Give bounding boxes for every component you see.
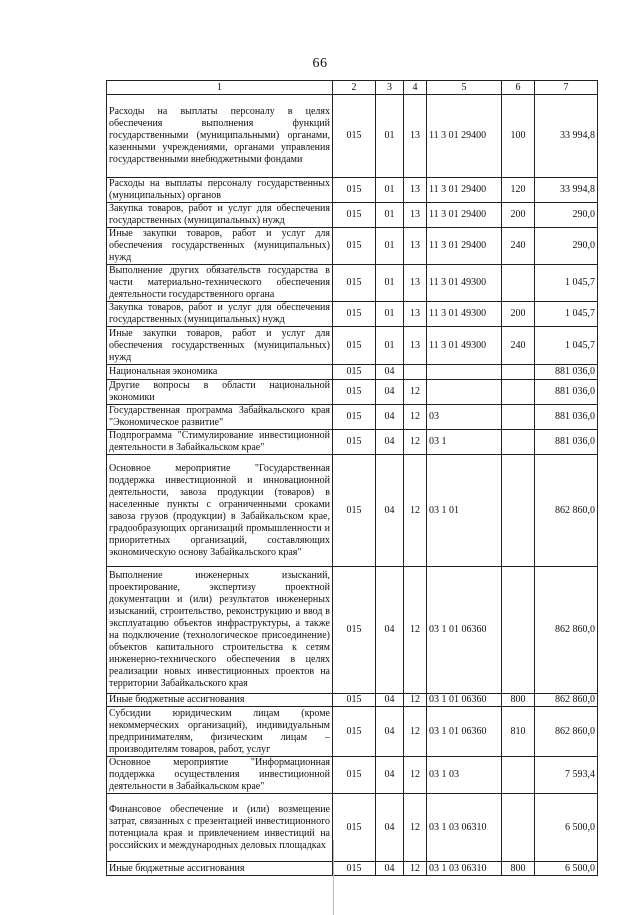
expense-type-cell <box>502 430 535 455</box>
subsection-code-cell: 13 <box>404 228 427 265</box>
expense-type-cell <box>502 567 535 694</box>
subsection-code-cell: 13 <box>404 265 427 302</box>
target-code-cell: 03 1 01 <box>427 455 502 567</box>
subsection-code-cell: 12 <box>404 757 427 794</box>
expense-type-cell: 240 <box>502 228 535 265</box>
expense-type-cell: 120 <box>502 178 535 203</box>
amount-cell: 1 045,7 <box>535 302 598 327</box>
target-code-cell <box>427 380 502 405</box>
subsection-code-cell: 12 <box>404 455 427 567</box>
section-code-cell: 04 <box>376 567 404 694</box>
budget-table <box>106 80 598 876</box>
row-name-cell: Основное мероприятие "Информационная поддержка осуществления инвестиционной деятельности в Забайкальском крае" <box>107 757 333 794</box>
column-header: 6 <box>502 81 535 95</box>
table-row <box>107 430 598 455</box>
table-row <box>107 327 598 365</box>
section-code-cell: 04 <box>376 405 404 430</box>
expense-type-cell <box>502 380 535 405</box>
ministry-code-cell: 015 <box>333 707 376 757</box>
expense-type-cell: 100 <box>502 95 535 178</box>
subsection-code-cell: 12 <box>404 694 427 707</box>
target-code-cell: 11 3 01 29400 <box>427 203 502 228</box>
table-row <box>107 95 598 178</box>
subsection-code-cell: 12 <box>404 430 427 455</box>
subsection-code-cell: 13 <box>404 203 427 228</box>
row-name-cell: Иные бюджетные ассигнования <box>107 862 333 876</box>
subsection-code-cell: 13 <box>404 302 427 327</box>
row-name-cell: Закупка товаров, работ и услуг для обеспечения государственных (муниципальных) нужд <box>107 302 333 327</box>
table-row <box>107 707 598 757</box>
target-code-cell: 11 3 01 49300 <box>427 265 502 302</box>
section-code-cell: 04 <box>376 757 404 794</box>
table-header-row <box>107 81 598 95</box>
target-code-cell: 03 1 03 06310 <box>427 794 502 862</box>
row-name-cell: Иные закупки товаров, работ и услуг для обеспечения государственных (муниципальных) нужд <box>107 228 333 265</box>
table-row <box>107 265 598 302</box>
amount-cell: 862 860,0 <box>535 455 598 567</box>
subsection-code-cell: 13 <box>404 178 427 203</box>
target-code-cell: 11 3 01 49300 <box>427 327 502 365</box>
section-code-cell: 04 <box>376 455 404 567</box>
table-row <box>107 228 598 265</box>
target-code-cell: 11 3 01 29400 <box>427 178 502 203</box>
amount-cell: 6 500,0 <box>535 794 598 862</box>
table-row <box>107 405 598 430</box>
table-row <box>107 455 598 567</box>
target-code-cell: 03 <box>427 405 502 430</box>
section-code-cell: 04 <box>376 694 404 707</box>
ministry-code-cell: 015 <box>333 302 376 327</box>
column-header: 7 <box>535 81 598 95</box>
target-code-cell: 11 3 01 49300 <box>427 302 502 327</box>
amount-cell: 881 036,0 <box>535 380 598 405</box>
row-name-cell: Закупка товаров, работ и услуг для обеспечения государственных (муниципальных) нужд <box>107 203 333 228</box>
table-row <box>107 694 598 707</box>
section-code-cell: 01 <box>376 327 404 365</box>
expense-type-cell: 810 <box>502 707 535 757</box>
ministry-code-cell: 015 <box>333 265 376 302</box>
table-row <box>107 757 598 794</box>
expense-type-cell <box>502 265 535 302</box>
expense-type-cell: 240 <box>502 327 535 365</box>
ministry-code-cell: 015 <box>333 95 376 178</box>
amount-cell: 881 036,0 <box>535 365 598 380</box>
column-header: 5 <box>427 81 502 95</box>
ministry-code-cell: 015 <box>333 178 376 203</box>
amount-cell: 290,0 <box>535 228 598 265</box>
amount-cell: 33 994,8 <box>535 178 598 203</box>
ministry-code-cell: 015 <box>333 694 376 707</box>
amount-cell: 1 045,7 <box>535 327 598 365</box>
target-code-cell: 03 1 03 06310 <box>427 862 502 876</box>
row-name-cell: Государственная программа Забайкальского края "Экономическое развитие" <box>107 405 333 430</box>
ministry-code-cell: 015 <box>333 327 376 365</box>
expense-type-cell <box>502 757 535 794</box>
amount-cell: 862 860,0 <box>535 707 598 757</box>
amount-cell: 6 500,0 <box>535 862 598 876</box>
subsection-code-cell: 12 <box>404 405 427 430</box>
section-code-cell: 01 <box>376 95 404 178</box>
ministry-code-cell: 015 <box>333 228 376 265</box>
row-name-cell: Национальная экономика <box>107 365 333 380</box>
row-name-cell: Расходы на выплаты персоналу государственных (муниципальных) органов <box>107 178 333 203</box>
subsection-code-cell: 13 <box>404 327 427 365</box>
target-code-cell: 03 1 03 <box>427 757 502 794</box>
fold-line <box>333 840 334 915</box>
table-row <box>107 178 598 203</box>
ministry-code-cell: 015 <box>333 430 376 455</box>
ministry-code-cell: 015 <box>333 757 376 794</box>
expense-type-cell: 800 <box>502 862 535 876</box>
ministry-code-cell: 015 <box>333 380 376 405</box>
expense-type-cell <box>502 405 535 430</box>
expense-type-cell: 200 <box>502 203 535 228</box>
subsection-code-cell: 12 <box>404 380 427 405</box>
subsection-code-cell <box>404 365 427 380</box>
row-name-cell: Подпрограмма "Стимулирование инвестиционной деятельности в Забайкальском крае" <box>107 430 333 455</box>
amount-cell: 290,0 <box>535 203 598 228</box>
expense-type-cell <box>502 365 535 380</box>
table-row <box>107 862 598 876</box>
ministry-code-cell: 015 <box>333 455 376 567</box>
table-row <box>107 302 598 327</box>
target-code-cell: 11 3 01 29400 <box>427 95 502 178</box>
table-row <box>107 203 598 228</box>
ministry-code-cell: 015 <box>333 405 376 430</box>
amount-cell: 33 994,8 <box>535 95 598 178</box>
section-code-cell: 01 <box>376 228 404 265</box>
table-row <box>107 365 598 380</box>
row-name-cell: Иные закупки товаров, работ и услуг для обеспечения государственных (муниципальных) нужд <box>107 327 333 365</box>
table-row <box>107 794 598 862</box>
ministry-code-cell: 015 <box>333 567 376 694</box>
amount-cell: 881 036,0 <box>535 430 598 455</box>
table-row <box>107 380 598 405</box>
row-name-cell: Выполнение других обязательств государства в части материально-технического обеспечения деятельности государственного органа <box>107 265 333 302</box>
target-code-cell: 03 1 <box>427 430 502 455</box>
expense-type-cell: 200 <box>502 302 535 327</box>
expense-type-cell <box>502 455 535 567</box>
subsection-code-cell: 12 <box>404 567 427 694</box>
column-header: 3 <box>376 81 404 95</box>
subsection-code-cell: 13 <box>404 95 427 178</box>
row-name-cell: Другие вопросы в области национальной экономики <box>107 380 333 405</box>
row-name-cell: Выполнение инженерных изысканий, проектирование, экспертизу проектной документации и (или) результатов инженерных изысканий, строительство, реконструкцию и ввод в эксплуатацию объектов инфраструктуры, а также на подключение (технологическое присоединение) объектов капитального строительства к сетям инженерно-технического обеспечения в целях реализации новых инвестиционных проектов на территории Забайкальского края <box>107 567 333 694</box>
ministry-code-cell: 015 <box>333 862 376 876</box>
row-name-cell: Субсидии юридическим лицам (кроме некоммерческих организаций), индивидуальным предпринимателям, физическим лицам – производителям товаров, работ, услуг <box>107 707 333 757</box>
amount-cell: 1 045,7 <box>535 265 598 302</box>
ministry-code-cell: 015 <box>333 203 376 228</box>
column-header: 2 <box>333 81 376 95</box>
column-header: 1 <box>107 81 333 95</box>
section-code-cell: 01 <box>376 178 404 203</box>
section-code-cell: 01 <box>376 203 404 228</box>
column-header: 4 <box>404 81 427 95</box>
amount-cell: 862 860,0 <box>535 694 598 707</box>
target-code-cell: 11 3 01 29400 <box>427 228 502 265</box>
target-code-cell: 03 1 01 06360 <box>427 567 502 694</box>
ministry-code-cell: 015 <box>333 794 376 862</box>
row-name-cell: Основное мероприятие "Государственная поддержка инвестиционной и инновационной деятельности, завоза продукции (товаров) в населенные пункты с ограниченными сроками завоза грузов (продукции) в Забайкальском крае, градообразующих организаций промышленности и приоритетных организаций, составляющих экономическую основу Забайкальского края" <box>107 455 333 567</box>
section-code-cell: 01 <box>376 302 404 327</box>
subsection-code-cell: 12 <box>404 707 427 757</box>
section-code-cell: 04 <box>376 430 404 455</box>
row-name-cell: Иные бюджетные ассигнования <box>107 694 333 707</box>
section-code-cell: 04 <box>376 862 404 876</box>
expense-type-cell <box>502 794 535 862</box>
section-code-cell: 04 <box>376 794 404 862</box>
subsection-code-cell: 12 <box>404 794 427 862</box>
table-row <box>107 567 598 694</box>
section-code-cell: 04 <box>376 380 404 405</box>
ministry-code-cell: 015 <box>333 365 376 380</box>
row-name-cell: Финансовое обеспечение и (или) возмещение затрат, связанных с презентацией инвестиционного потенциала края и привлечением инвестиций на российских и международных деловых площадках <box>107 794 333 862</box>
subsection-code-cell: 12 <box>404 862 427 876</box>
section-code-cell: 04 <box>376 707 404 757</box>
target-code-cell: 03 1 01 06360 <box>427 707 502 757</box>
row-name-cell: Расходы на выплаты персоналу в целях обеспечения выполнения функций государственными (муниципальными) органами, казенными учреждениями, органами управления государственными внебюджетными фондами <box>107 95 333 178</box>
page-number: 66 <box>312 56 328 71</box>
amount-cell: 881 036,0 <box>535 405 598 430</box>
target-code-cell <box>427 365 502 380</box>
target-code-cell: 03 1 01 06360 <box>427 694 502 707</box>
section-code-cell: 04 <box>376 365 404 380</box>
amount-cell: 862 860,0 <box>535 567 598 694</box>
amount-cell: 7 593,4 <box>535 757 598 794</box>
section-code-cell: 01 <box>376 265 404 302</box>
expense-type-cell: 800 <box>502 694 535 707</box>
